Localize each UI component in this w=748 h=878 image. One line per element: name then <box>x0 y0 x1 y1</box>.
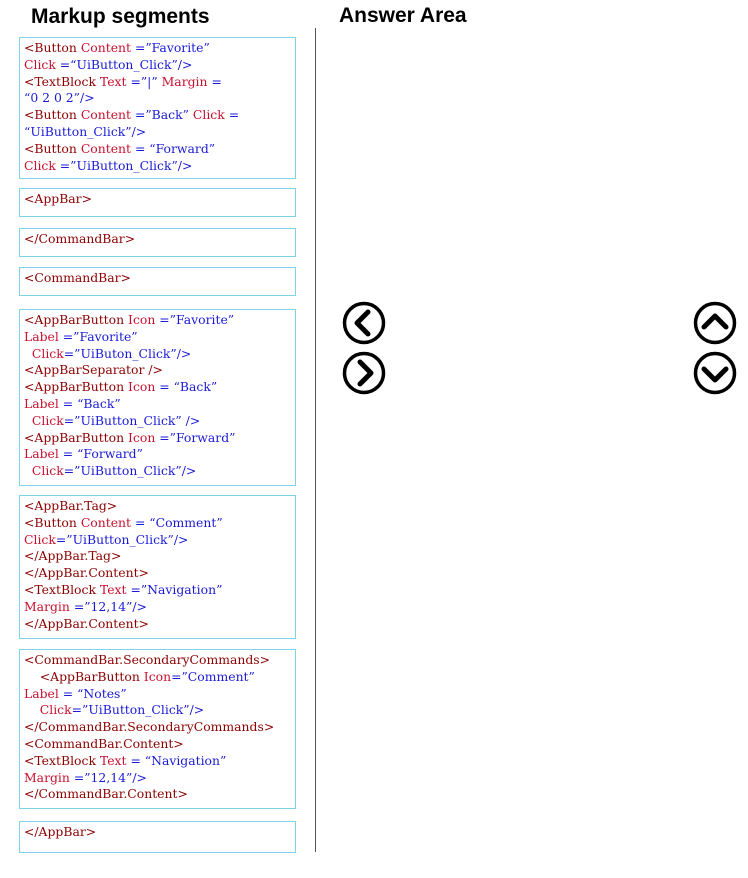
code-token: = “Navigation” <box>126 752 227 768</box>
code-token: = “Comment” <box>131 514 223 530</box>
code-token: </AppBar> <box>24 824 97 839</box>
code-token: <AppBarButton <box>24 312 129 327</box>
code-line <box>24 616 291 633</box>
code-token: </CommandBar.Content> <box>24 786 188 802</box>
code-token: <AppBarButton <box>24 379 129 395</box>
code-token: Click <box>24 463 64 479</box>
code-token: <Button <box>24 514 81 530</box>
move-up-button[interactable] <box>693 301 737 345</box>
markup-segment-7[interactable] <box>19 649 296 809</box>
code-line <box>24 124 291 141</box>
code-line <box>24 191 291 208</box>
code-line <box>24 770 291 787</box>
code-line <box>24 413 291 430</box>
code-token: <AppBarSeparator /> <box>24 362 163 378</box>
code-line <box>24 270 291 287</box>
code-line <box>24 158 291 175</box>
code-token: = “Forward” <box>58 446 143 462</box>
code-line <box>24 107 291 124</box>
code-token: <Button <box>24 140 81 156</box>
code-token: <Button <box>24 107 81 123</box>
code-token: <CommandBar.SecondaryCommands> <box>24 652 271 667</box>
code-token: </AppBar.Content> <box>24 615 149 631</box>
code-line <box>24 736 291 753</box>
code-line <box>24 702 291 719</box>
markup-segment-8[interactable] <box>19 821 296 853</box>
code-token: =”Forward” <box>155 429 236 445</box>
code-token: =“UiButton_Click”/> <box>55 56 193 72</box>
code-token: Icon <box>128 312 156 327</box>
code-token: Label <box>24 395 59 411</box>
code-line <box>24 548 291 565</box>
code-line <box>24 446 291 463</box>
markup-segment-4[interactable] <box>19 267 296 296</box>
code-token: Content <box>80 40 132 55</box>
code-token: =”Favorite” <box>155 312 235 327</box>
code-token: Click <box>24 531 56 547</box>
code-token: Click <box>24 157 56 173</box>
code-line <box>24 312 291 329</box>
code-token: Margin <box>161 73 208 89</box>
code-line <box>24 498 291 515</box>
code-token: =”Favorite” <box>131 40 210 55</box>
code-token: = “Back” <box>58 395 121 411</box>
code-token: =”Comment” <box>171 668 255 684</box>
code-token: Content <box>80 107 132 123</box>
code-token: =”Navigation” <box>126 581 223 597</box>
code-token: “UiButton_Click”/> <box>24 123 147 139</box>
code-token: = <box>224 107 240 123</box>
markup-segment-3[interactable] <box>19 228 296 257</box>
code-line <box>24 652 291 669</box>
code-line <box>24 231 291 248</box>
code-line <box>24 141 291 158</box>
code-line <box>24 565 291 582</box>
code-token: Content <box>80 140 132 156</box>
code-line <box>24 669 291 686</box>
markup-segment-6[interactable] <box>19 495 296 639</box>
code-token: Text <box>99 752 127 768</box>
markup-segments-heading: Markup segments <box>31 5 210 28</box>
code-token: Click <box>24 56 56 72</box>
panel-divider <box>315 28 316 852</box>
code-token: Content <box>80 514 132 530</box>
code-token: Click <box>24 702 72 718</box>
code-line <box>24 463 291 480</box>
code-token: <Button <box>24 40 81 55</box>
code-line <box>24 786 291 803</box>
move-down-button[interactable] <box>693 351 737 395</box>
answer-area-heading: Answer Area <box>339 4 467 27</box>
code-token: “0 2 0 2”/> <box>24 90 95 106</box>
code-token: =”UiButton_Click”/> <box>71 702 205 718</box>
code-line <box>24 532 291 549</box>
code-token: </CommandBar.SecondaryCommands> <box>24 719 275 735</box>
code-token: <TextBlock <box>24 581 100 597</box>
code-token: =”12,14”/> <box>69 598 147 614</box>
code-token: =”UiButton_Click”/> <box>55 157 193 173</box>
code-token: <AppBarButton <box>24 429 129 445</box>
code-token: Click <box>24 412 64 428</box>
code-line <box>24 599 291 616</box>
move-right-button[interactable] <box>342 351 386 395</box>
code-token: <TextBlock <box>24 73 100 89</box>
code-line <box>24 362 291 379</box>
code-line <box>24 40 291 57</box>
code-token: </AppBar.Tag> <box>24 548 122 564</box>
code-token: <AppBar.Tag> <box>24 498 118 513</box>
code-token: Label <box>24 685 59 701</box>
code-line <box>24 379 291 396</box>
code-token: Text <box>99 73 127 89</box>
code-line <box>24 57 291 74</box>
code-token: = “Notes” <box>58 685 127 701</box>
code-token: Icon <box>128 379 156 395</box>
code-token: =”12,14”/> <box>69 769 147 785</box>
code-token: = “Forward” <box>131 140 216 156</box>
code-token: Click <box>192 107 225 123</box>
markup-segment-5[interactable] <box>19 309 296 486</box>
code-line <box>24 582 291 599</box>
code-token: <TextBlock <box>24 752 100 768</box>
code-token: <CommandBar> <box>24 270 131 285</box>
code-token: = <box>207 73 222 89</box>
code-line <box>24 74 291 91</box>
code-line <box>24 90 291 107</box>
code-line <box>24 515 291 532</box>
code-token: <AppBarButton <box>24 668 144 684</box>
code-token: Label <box>24 328 59 344</box>
code-token: Margin <box>24 598 70 614</box>
code-line <box>24 686 291 703</box>
code-line <box>24 753 291 770</box>
code-token: =”Back” <box>131 107 193 123</box>
code-token: Icon <box>128 429 156 445</box>
markup-segment-2[interactable] <box>19 188 296 217</box>
code-token: =”UiButon_Click”/> <box>63 345 192 361</box>
code-line <box>24 396 291 413</box>
code-line <box>24 329 291 346</box>
code-token: </CommandBar> <box>24 231 136 246</box>
code-line <box>24 824 291 841</box>
move-left-button[interactable] <box>342 301 386 345</box>
code-line <box>24 430 291 447</box>
code-token: <CommandBar.Content> <box>24 735 184 751</box>
code-token: Click <box>24 345 64 361</box>
code-token: Text <box>99 581 127 597</box>
code-token: Icon <box>143 668 172 684</box>
code-token: </AppBar.Content> <box>24 565 149 581</box>
code-token: <AppBar> <box>24 191 92 206</box>
code-token: =”UiButton_Click” /> <box>63 412 201 428</box>
code-line <box>24 719 291 736</box>
code-token: =”UiButton_Click”/> <box>55 531 189 547</box>
markup-segment-1[interactable] <box>19 37 296 179</box>
code-token: Label <box>24 446 59 462</box>
code-token: =”|” <box>126 73 162 89</box>
code-token: = “Back” <box>155 379 218 395</box>
code-token: =”Favorite” <box>58 328 138 344</box>
code-token: =”UiButton_Click”/> <box>63 463 197 479</box>
code-token: Margin <box>24 769 70 785</box>
code-line <box>24 346 291 363</box>
